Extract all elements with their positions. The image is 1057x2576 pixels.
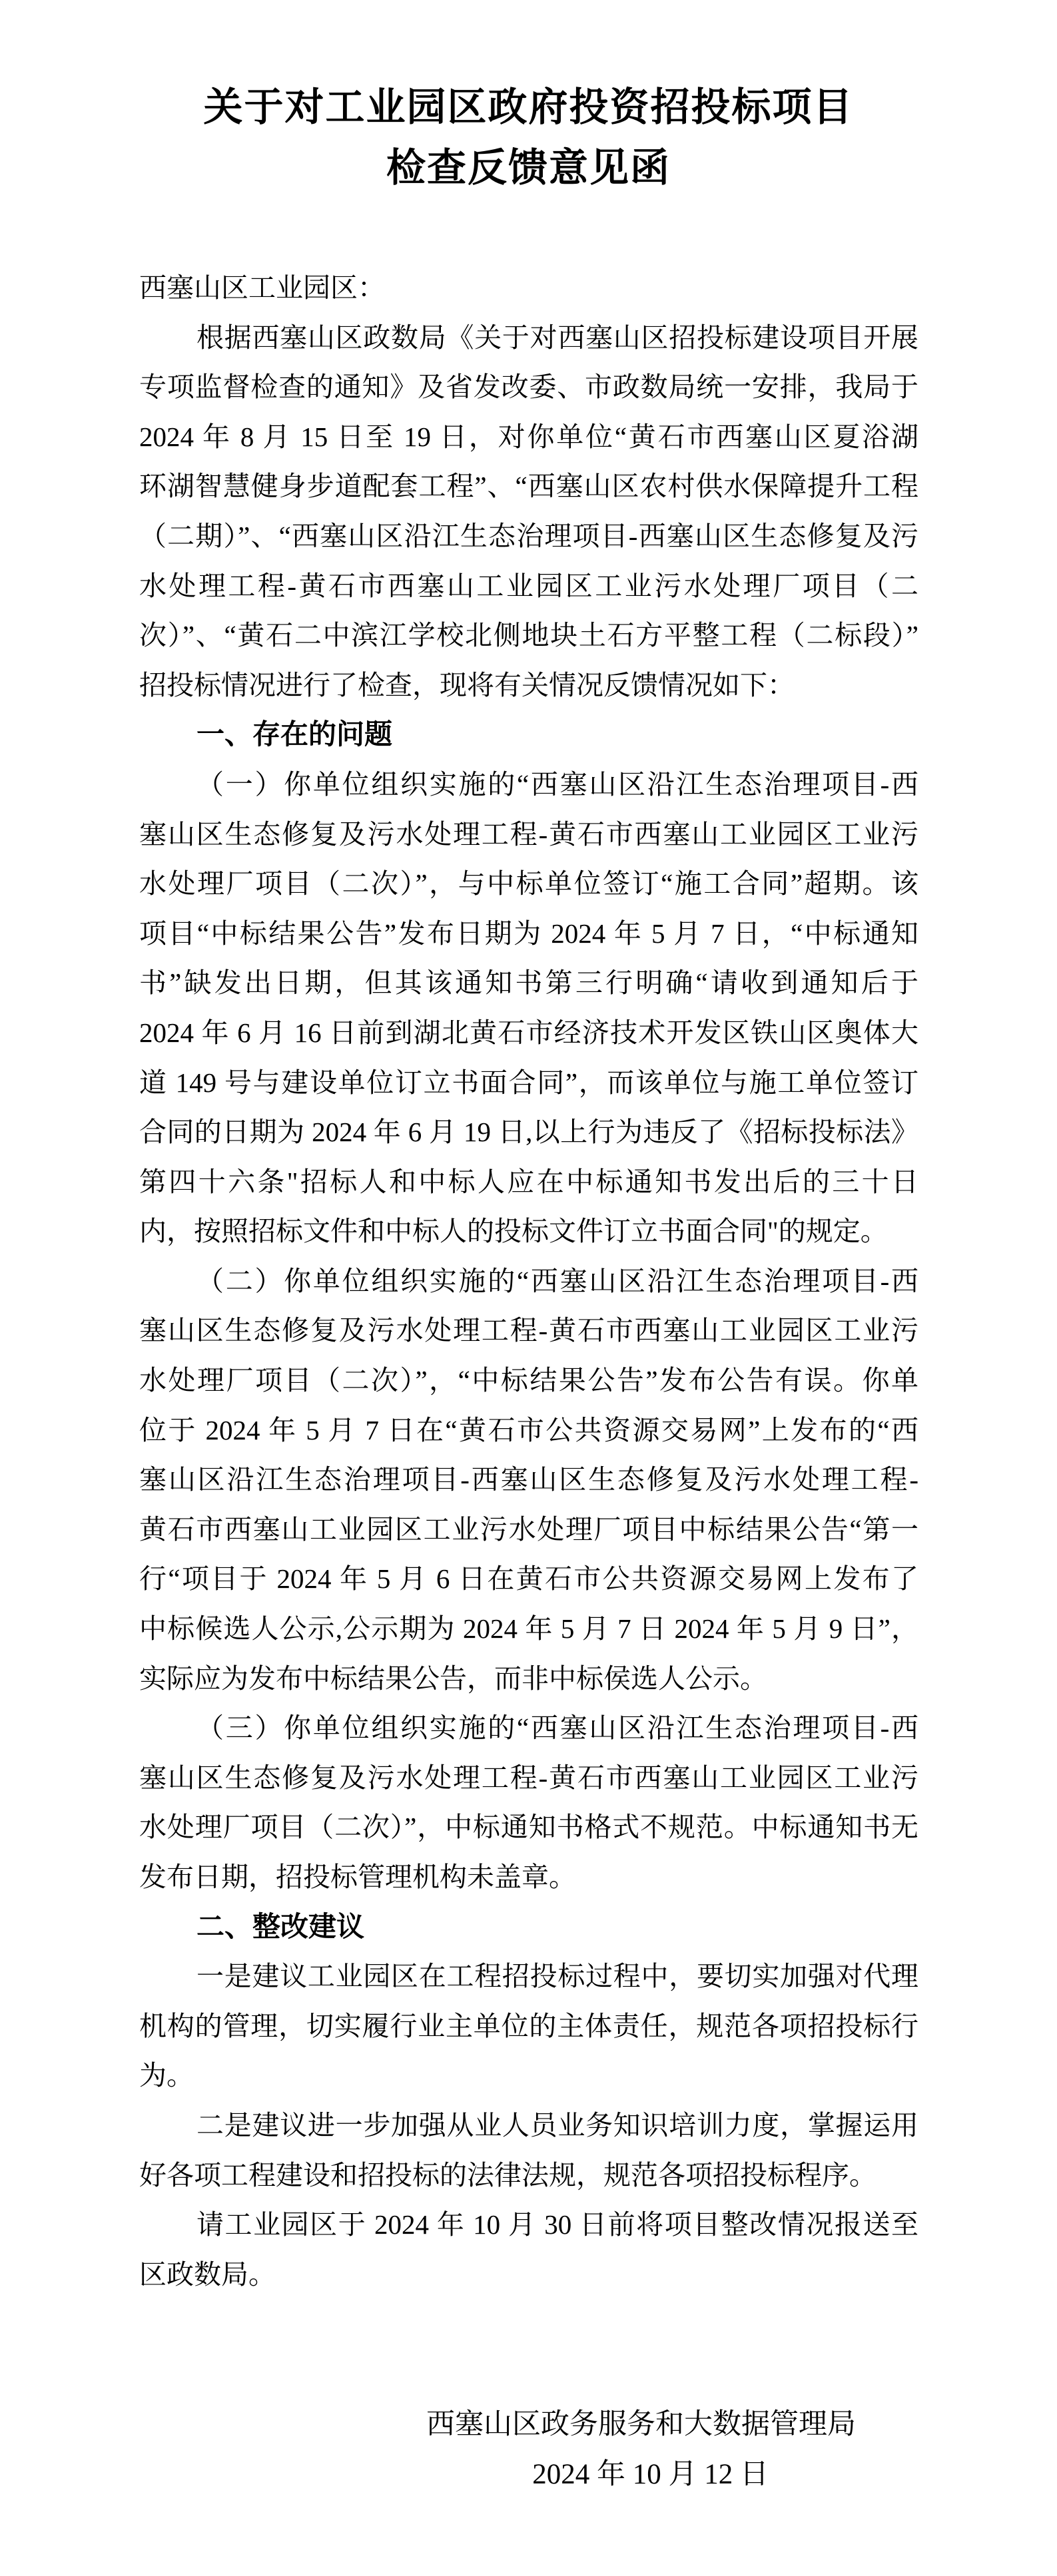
doc-line: 项目“中标结果公告”发布日期为 2024 年 5 月 7 日，“中标通知 bbox=[139, 917, 918, 949]
doc-line: 黄石市西塞山工业园区工业污水处理厂项目中标结果公告“第一 bbox=[139, 1513, 918, 1545]
doc-line: 根据西塞山区政数局《关于对西塞山区招投标建设项目开展 bbox=[196, 322, 918, 353]
doc-line: （二）你单位组织实施的“西塞山区沿江生态治理项目-西 bbox=[196, 1265, 918, 1296]
doc-line: 专项监督检查的通知》及省发改委、市政数局统一安排，我局于 bbox=[139, 372, 918, 403]
document-title bbox=[0, 0, 1057, 198]
section-heading: 二、整改建议 bbox=[196, 1910, 365, 1942]
doc-line: 合同的日期为 2024 年 6 月 19 日,以上行为违反了《招标投标法》 bbox=[139, 1117, 918, 1148]
doc-line: 塞山区生态修复及污水处理工程-黄石市西塞山工业园区工业污 bbox=[139, 1315, 918, 1346]
doc-line: 区政数局。 bbox=[139, 2258, 276, 2290]
doc-line: 水处理厂项目（二次）”，与中标单位签订“施工合同”超期。该 bbox=[139, 868, 918, 900]
doc-line: 2024 年 8 月 15 日至 19 日，对你单位“黄石市西塞山区夏浴湖 bbox=[139, 421, 918, 452]
title-line-1: 关于对工业园区政府投资招投标项目 bbox=[203, 85, 854, 129]
doc-line: 招投标情况进行了检查，现将有关情况反馈情况如下： bbox=[139, 669, 795, 700]
doc-line: 环湖智慧健身步道配套工程”、“西塞山区农村供水保障提升工程 bbox=[139, 471, 918, 502]
doc-line: （一）你单位组织实施的“西塞山区沿江生态治理项目-西 bbox=[196, 768, 918, 800]
doc-line: 西塞山区工业园区： bbox=[139, 272, 385, 303]
doc-line: 2024 年 6 月 16 日前到湖北黄石市经济技术开发区铁山区奥体大 bbox=[139, 1017, 918, 1048]
doc-line: 塞山区生态修复及污水处理工程-黄石市西塞山工业园区工业污 bbox=[139, 818, 918, 850]
doc-line: 请工业园区于 2024 年 10 月 30 日前将项目整改情况报送至 bbox=[196, 2209, 918, 2240]
doc-line: 塞山区沿江生态治理项目-西塞山区生态修复及污水处理工程- bbox=[139, 1464, 918, 1495]
doc-line: 水处理厂项目（二次）”，中标通知书格式不规范。中标通知书无 bbox=[139, 1812, 918, 1843]
doc-line: 塞山区生态修复及污水处理工程-黄石市西塞山工业园区工业污 bbox=[139, 1762, 918, 1793]
doc-line: 实际应为发布中标结果公告，而非中标侯选人公示。 bbox=[139, 1663, 767, 1694]
doc-line: 为。 bbox=[139, 2060, 194, 2091]
doc-line: 一是建议工业园区在工程招投标过程中，要切实加强对代理 bbox=[196, 1961, 918, 1992]
doc-line: 道 149 号与建设单位订立书面合同”，而该单位与施工单位签订 bbox=[139, 1067, 918, 1098]
doc-line: 第四十六条"招标人和中标人应在中标通知书发出后的三十日 bbox=[139, 1166, 918, 1197]
doc-line: 书”缺发出日期，但其该通知书第三行明确“请收到通知后于 bbox=[139, 967, 918, 999]
document-body bbox=[139, 263, 918, 2299]
doc-line: 位于 2024 年 5 月 7 日在“黄石市公共资源交易网”上发布的“西 bbox=[139, 1414, 918, 1445]
doc-line: 水处理厂项目（二次）”，“中标结果公告”发布公告有误。你单 bbox=[139, 1365, 918, 1396]
doc-line: 内，按照招标文件和中标人的投标文件订立书面合同"的规定。 bbox=[139, 1216, 888, 1247]
doc-line: 行“项目于 2024 年 5 月 6 日在黄石市公共资源交易网上发布了 bbox=[139, 1563, 918, 1595]
doc-line: 次）”、“黄石二中滨江学校北侧地块土石方平整工程（二标段）” bbox=[139, 620, 918, 651]
doc-line: 中标候选人公示,公示期为 2024 年 5 月 7 日 2024 年 5 月 9 日”， bbox=[139, 1613, 918, 1645]
doc-line: 好各项工程建设和招投标的法律法规，规范各项招投标程序。 bbox=[139, 2159, 877, 2190]
title-line-2: 检查反馈意见函 bbox=[386, 146, 671, 190]
doc-line: （三）你单位组织实施的“西塞山区沿江生态治理项目-西 bbox=[196, 1712, 918, 1744]
signature-org: 西塞山区政务服务和大数据管理局 bbox=[426, 2409, 856, 2441]
doc-line: 水处理工程-黄石市西塞山工业园区工业污水处理厂项目（二 bbox=[139, 570, 918, 601]
doc-line: （二期）”、“西塞山区沿江生态治理项目-西塞山区生态修复及污 bbox=[139, 520, 918, 551]
doc-line: 二是建议进一步加强从业人员业务知识培训力度，掌握运用 bbox=[196, 2109, 918, 2141]
signature-date: 2024 年 10 月 12 日 bbox=[532, 2458, 769, 2490]
doc-line: 机构的管理，切实履行业主单位的主体责任，规范各项招投标行 bbox=[139, 2010, 918, 2041]
doc-line: 发布日期，招投标管理机构未盖章。 bbox=[139, 1862, 576, 1892]
section-heading: 一、存在的问题 bbox=[196, 718, 393, 750]
